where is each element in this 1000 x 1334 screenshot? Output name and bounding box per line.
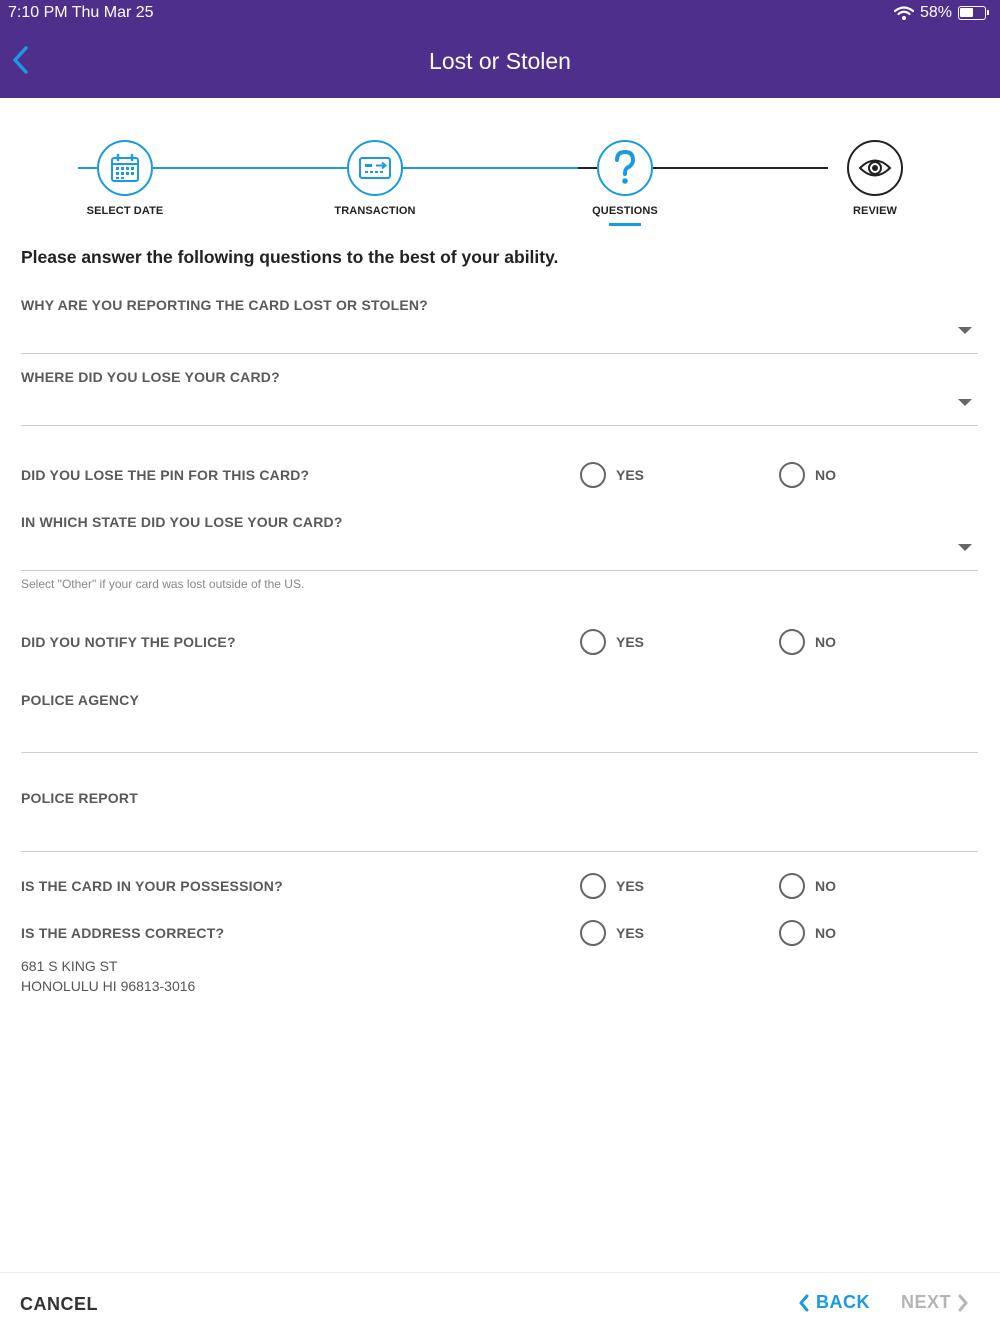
- caret-down-icon: [958, 327, 972, 334]
- radio-label: NO: [815, 878, 836, 894]
- radio-label: NO: [815, 467, 836, 483]
- app-header: [0, 0, 1000, 98]
- step-circle: [847, 140, 903, 196]
- radio-label: NO: [815, 634, 836, 650]
- caret-down-icon: [958, 399, 972, 406]
- step-label: QUESTIONS: [592, 205, 658, 217]
- address-block: [21, 956, 195, 996]
- step-label: REVIEW: [853, 205, 897, 217]
- step-label: TRANSACTION: [334, 205, 416, 217]
- state-dropdown[interactable]: [21, 530, 978, 570]
- step-transaction: [295, 140, 455, 217]
- step-circle: [597, 140, 653, 196]
- state-hint: Select "Other" if your card was lost outside of the US.: [21, 577, 305, 591]
- current-step-indicator: [609, 223, 641, 226]
- police-yes-radio[interactable]: [580, 629, 644, 655]
- state-underline: [21, 570, 978, 571]
- pin-no-radio[interactable]: [779, 462, 836, 488]
- step-select-date: [45, 140, 205, 217]
- eye-icon: [858, 157, 892, 179]
- calendar-icon: [109, 152, 141, 184]
- pin-label: DID YOU LOSE THE PIN FOR THIS CARD?: [21, 467, 310, 483]
- reason-underline: [21, 353, 978, 354]
- address-no-radio[interactable]: [779, 920, 836, 946]
- radio-circle: [779, 873, 805, 899]
- police-report-input[interactable]: [21, 818, 978, 852]
- back-label: BACK: [816, 1292, 870, 1312]
- address-label: IS THE ADDRESS CORRECT?: [21, 925, 225, 941]
- address-line-1: 681 S KING ST: [21, 958, 118, 974]
- battery-icon: [958, 6, 986, 20]
- footer-divider: [0, 1272, 1000, 1273]
- battery-percent: 58%: [919, 4, 952, 21]
- radio-label: YES: [616, 878, 645, 894]
- police-agency-input[interactable]: [21, 719, 978, 753]
- progress-stepper: [0, 140, 1000, 230]
- page-title: Lost or Stolen: [429, 48, 571, 74]
- where-underline: [21, 425, 978, 426]
- address-line-2: HONOLULU HI 96813-3016: [21, 978, 196, 994]
- where-dropdown[interactable]: [21, 385, 978, 425]
- cancel-button[interactable]: CANCEL: [20, 1294, 98, 1314]
- radio-circle: [779, 629, 805, 655]
- pin-yes-radio[interactable]: [580, 462, 644, 488]
- reason-label: WHY ARE YOU REPORTING THE CARD LOST OR STOLEN?: [21, 297, 428, 313]
- report-label: POLICE REPORT: [21, 790, 138, 806]
- possession-label: IS THE CARD IN YOUR POSSESSION?: [21, 878, 283, 894]
- police-no-radio[interactable]: [779, 629, 836, 655]
- radio-label: YES: [616, 925, 645, 941]
- where-label: WHERE DID YOU LOSE YOUR CARD?: [21, 369, 280, 385]
- question-mark-icon: [613, 150, 637, 186]
- reason-dropdown[interactable]: [21, 313, 978, 353]
- step-questions: [545, 140, 705, 226]
- form-intro: Please answer the following questions to the best of your ability.: [21, 247, 559, 267]
- status-time: 7:10 PM Thu Mar 25: [8, 4, 154, 21]
- step-circle: [97, 140, 153, 196]
- caret-down-icon: [958, 544, 972, 551]
- next-label: NEXT: [901, 1292, 952, 1312]
- state-label: IN WHICH STATE DID YOU LOSE YOUR CARD?: [21, 514, 343, 530]
- radio-circle: [580, 629, 606, 655]
- chevron-left-icon: [798, 1294, 810, 1312]
- radio-circle: [779, 920, 805, 946]
- radio-circle: [580, 462, 606, 488]
- step-review: [795, 140, 955, 217]
- police-label: DID YOU NOTIFY THE POLICE?: [21, 634, 236, 650]
- radio-label: YES: [616, 634, 645, 650]
- agency-label: POLICE AGENCY: [21, 692, 139, 708]
- transaction-card-icon: [358, 155, 392, 181]
- radio-label: YES: [616, 467, 645, 483]
- chevron-right-icon: [957, 1294, 969, 1312]
- radio-circle: [580, 920, 606, 946]
- status-indicators: [894, 4, 986, 22]
- address-yes-radio[interactable]: [580, 920, 644, 946]
- next-button[interactable]: [901, 1292, 969, 1313]
- possession-no-radio[interactable]: [779, 873, 836, 899]
- radio-label: NO: [815, 925, 836, 941]
- step-label: SELECT DATE: [86, 205, 164, 217]
- step-circle: [347, 140, 403, 196]
- wifi-icon: [894, 6, 914, 20]
- radio-circle: [779, 462, 805, 488]
- radio-circle: [580, 873, 606, 899]
- back-button[interactable]: [798, 1292, 870, 1313]
- possession-yes-radio[interactable]: [580, 873, 644, 899]
